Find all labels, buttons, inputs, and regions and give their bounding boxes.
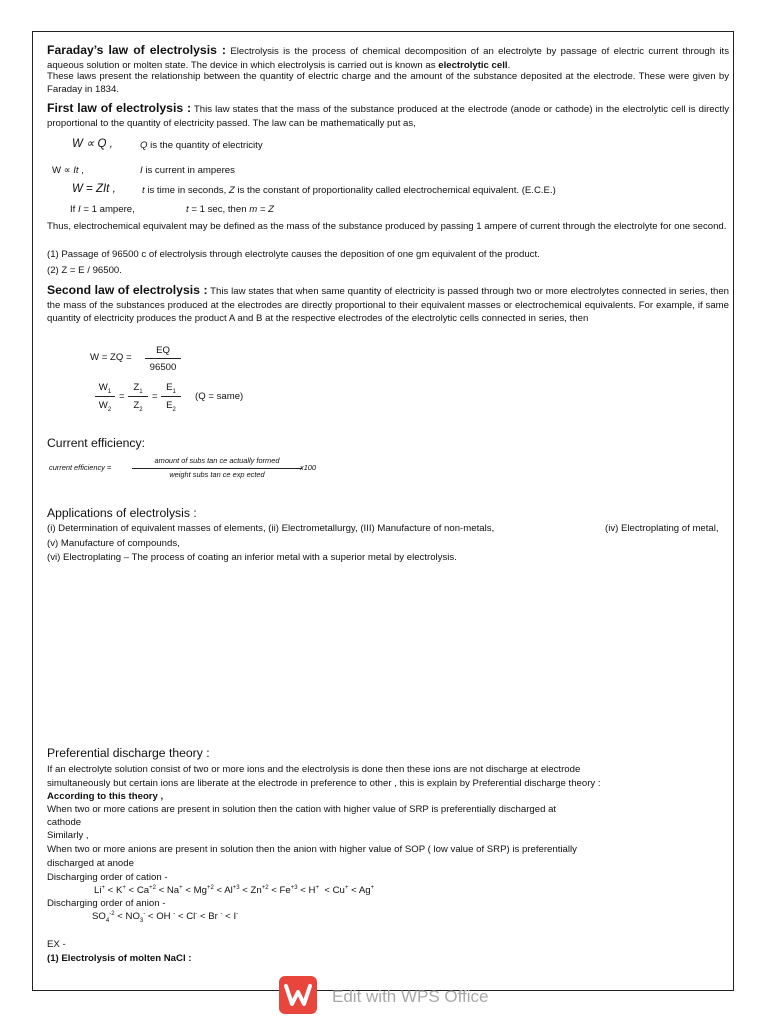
- ratio-w2-sym: W: [98, 400, 108, 411]
- ion-li: Li: [94, 885, 102, 897]
- ion-charge: +: [179, 885, 183, 891]
- lt: <: [199, 911, 206, 923]
- second-law-title: Second law of electrolysis :: [47, 283, 208, 297]
- ion-k: K: [115, 885, 123, 897]
- lt: <: [300, 885, 306, 897]
- pref-line-1: If an electrolyte solution consist of two or more ions and the electrolysis is done then these ions are not discharge at electrode: [47, 764, 581, 775]
- cond-current-a: If: [70, 204, 78, 215]
- ratio-e2-sub: 2: [172, 406, 176, 413]
- ion-charge: +: [101, 885, 105, 891]
- applications-line-1: (i) Determination of equivalent masses of elements, (ii) Electrometallurgy, (III) Manufacture of non-metals,: [47, 523, 495, 534]
- ion-charge: +: [370, 885, 375, 891]
- ratio-z-bar: [128, 396, 148, 397]
- cond-current: [70, 203, 135, 216]
- applications-title: Applications of electrolysis :: [47, 506, 197, 520]
- pref-line-8: discharged at anode: [47, 858, 134, 869]
- ion-na: Na: [166, 885, 180, 897]
- eq2-lhs-var: It: [73, 165, 79, 176]
- eq3-desc-2: is the constant of proportionality called electrochemical equivalent. (E.C.E.): [234, 185, 556, 196]
- ratio-w2-sub: 2: [107, 406, 112, 413]
- eq1-lhs: W ∝ Q ,: [72, 138, 113, 150]
- ion-charge: +3: [290, 885, 298, 891]
- lt: <: [324, 885, 330, 897]
- electrolytic-cell-term: electrolytic cell: [438, 59, 508, 71]
- lt: <: [351, 885, 357, 897]
- pref-line-2: simultaneously but certain ions are liberate at the electrode in preference to other , this is explain by Preferential discharge theory :: [47, 778, 601, 789]
- cond-current-b: = 1 ampere,: [80, 204, 135, 215]
- ion-cu: Cu: [332, 885, 345, 897]
- ion-charge: +: [344, 885, 349, 891]
- applications-line-2: (v) Manufacture of compounds,: [47, 538, 180, 549]
- ion-subscript: 3: [139, 918, 144, 925]
- ratio-z2: [128, 399, 148, 414]
- applications-line-1-right: (iv) Electroplating of metal,: [605, 523, 719, 534]
- ratio-z2-sym: Z: [133, 400, 140, 411]
- wps-logo-icon: [279, 976, 317, 1014]
- pref-line-11: EX -: [47, 939, 66, 950]
- ratio-z1: [128, 381, 148, 396]
- current-efficiency-title: Current efficiency:: [47, 436, 145, 450]
- ion-ca: Ca: [136, 885, 150, 897]
- pref-line-12: (1) Electrolysis of molten NaCl :: [47, 953, 192, 964]
- ion-charge: -: [236, 911, 239, 917]
- applications-line-3: (vi) Electroplating – The process of coating an inferior metal with a superior metal by electrolysis.: [47, 552, 457, 563]
- formula1-denominator: 96500: [149, 362, 177, 373]
- faraday-title: Faraday’s law of electrolysis :: [47, 43, 226, 57]
- first-law-text: This law states that the mass of the substance produced at the electrode (anode or cathode) in the electrolytic cell is directly proportional to the quantity of electricity passed. The law can be mathematically put as,: [47, 104, 729, 129]
- ion-no: NO: [125, 911, 140, 923]
- pref-line-7: When two or more anions are present in solution then the anion with higher value of SOP ( low value of SRP) is preferentially: [47, 844, 577, 855]
- ion-i: I: [233, 911, 237, 923]
- ratio-w1-sub: 1: [107, 388, 112, 395]
- efficiency-denominator: weight subs tan ce exp ected: [169, 470, 265, 479]
- eq2-lhs-w: W ∝: [52, 165, 74, 176]
- ratio-note: (Q = same): [195, 391, 244, 402]
- ece-definition: Thus, electrochemical equivalent may be defined as the mass of the substance produced by passing 1 ampere of current through the electrolyte for one second.: [47, 221, 727, 232]
- ratio-w1: [95, 381, 115, 396]
- ratio-eq-1: =: [119, 391, 125, 402]
- ratio-e2-sym: E: [166, 400, 173, 411]
- lt: <: [242, 885, 248, 897]
- ratio-e1-sub: 1: [172, 388, 176, 395]
- eq2-desc: [140, 164, 235, 177]
- efficiency-lhs: current efficiency =: [49, 463, 112, 472]
- eq1-desc-var: Q: [140, 140, 148, 151]
- faraday-intro: [47, 42, 729, 72]
- ion-al: Al: [224, 885, 233, 897]
- cond-time: [186, 203, 274, 216]
- ratio-w-bar: [95, 396, 115, 397]
- ion-charge: -: [143, 911, 146, 917]
- note-2: (2) Z = E / 96500.: [47, 265, 122, 276]
- ratio-z1-sym: Z: [133, 382, 140, 393]
- efficiency-numerator: amount of subs tan ce actually formed: [154, 456, 280, 465]
- eq3-desc-t: t: [142, 185, 145, 196]
- eq2-desc-var: I: [140, 165, 143, 176]
- lt: <: [271, 885, 277, 897]
- lt: <: [158, 885, 165, 897]
- ion-subscript: 4: [105, 918, 110, 925]
- ratio-w2: [95, 399, 115, 414]
- ion-charge: +: [315, 885, 319, 891]
- ratio-e2: [161, 399, 181, 414]
- pref-line-5: cathode: [47, 817, 82, 828]
- ion-so: SO: [92, 911, 106, 923]
- eq2-lhs-comma: ,: [78, 165, 84, 176]
- ion-charge: +: [122, 885, 126, 891]
- lt: <: [225, 911, 231, 923]
- ratio-e1-sym: E: [166, 382, 173, 393]
- lt: <: [107, 885, 114, 897]
- lt: <: [185, 885, 191, 897]
- pref-line-6: Similarly ,: [47, 830, 89, 841]
- formula1-fraction-bar: [145, 358, 181, 359]
- eq1-desc-text: is the quantity of electricity: [147, 140, 263, 151]
- ion-charge: -: [195, 911, 198, 917]
- faraday-intro-2: These laws present the relationship between the quantity of electric charge and the amount of the substance deposited at the electrode. These were given by Faraday in 1834.: [47, 71, 729, 96]
- cond-result: m = Z: [249, 204, 275, 215]
- ion-charge: +2: [149, 885, 156, 891]
- ion-charge: +2: [261, 885, 269, 891]
- ratio-eq-2: =: [152, 391, 158, 402]
- ion-charge: +3: [232, 885, 240, 891]
- pref-line-4: When two or more cations are present in solution then the cation with higher value of SRP is preferentially discharged at: [47, 804, 557, 815]
- ion-ag: Ag: [358, 885, 371, 897]
- wps-watermark-text: Edit with WPS Office: [332, 987, 489, 1006]
- ion-charge: -: [173, 911, 176, 917]
- eq3-lhs: W = ZIt ,: [72, 183, 116, 195]
- note-1: (1) Passage of 96500 c of electrolysis through electrolyte causes the deposition of one gm equivalent of the product.: [47, 249, 540, 260]
- efficiency-multiplier: x100: [300, 463, 317, 472]
- cond-current-var: I: [78, 204, 81, 215]
- cation-order: [94, 884, 374, 897]
- ion-h: H: [308, 885, 316, 897]
- ion-oh: OH: [156, 911, 171, 923]
- ion-charge: +2: [206, 885, 214, 891]
- ion-cl: Cl: [186, 911, 196, 923]
- eq3-desc-z: Z: [228, 185, 235, 196]
- ion-br: Br: [208, 911, 218, 923]
- ion-charge: -: [220, 911, 223, 917]
- second-law-para: [47, 282, 729, 325]
- pref-line-3: According to this theory ,: [47, 791, 164, 802]
- pref-line-10: Discharging order of anion -: [47, 898, 166, 909]
- pref-line-9: Discharging order of cation -: [47, 872, 168, 883]
- cond-time-var: t: [186, 204, 189, 215]
- ratio-z2-sub: 2: [139, 406, 143, 413]
- ion-charge: -2: [109, 911, 115, 917]
- eq3-desc: [142, 184, 556, 197]
- ion-zn: Zn: [250, 885, 262, 897]
- eq2-desc-text: is current in amperes: [142, 165, 235, 176]
- ratio-e1: [161, 381, 181, 396]
- lt: <: [128, 885, 135, 897]
- lt: <: [117, 911, 123, 923]
- wps-logo-svg: [279, 976, 317, 1014]
- formula1-numerator: EQ: [156, 345, 170, 356]
- ion-fe: Fe: [279, 885, 291, 897]
- formula1-lhs: W = ZQ =: [90, 352, 132, 363]
- ion-mg: Mg: [193, 885, 207, 897]
- first-law-title: First law of electrolysis :: [47, 101, 191, 115]
- faraday-intro-end: .: [507, 59, 511, 71]
- ratio-w1-sym: W: [98, 382, 108, 393]
- lt: <: [147, 911, 154, 923]
- second-law-text: This law states that when same quantity of electricity is passed through two or more electrolytes connected in series, then the mass of the substances produced at the electrodes are directly proportional to their equivalent masses or electrochemical equivalents. For example, if same quantity of electricity produces the product A and B at the respective electrodes of the electrolytic cells connected in series, then: [47, 286, 729, 325]
- efficiency-fraction-bar: [132, 468, 302, 469]
- anion-order: [92, 910, 238, 925]
- first-law-para: [47, 100, 729, 130]
- ratio-e-bar: [161, 396, 181, 397]
- faraday-intro-text: Electrolysis is the process of chemical decomposition of an electrolyte by passage of electric current through its aqueous solution or molten state. The device in which electrolysis is carried out is known as: [47, 46, 730, 71]
- cond-time-text: = 1 sec, then: [188, 204, 250, 215]
- ratio-z1-sub: 1: [139, 388, 143, 395]
- preferential-title: Preferential discharge theory :: [47, 746, 210, 760]
- lt: <: [216, 885, 223, 897]
- eq2-lhs: [52, 164, 84, 177]
- lt: <: [177, 911, 184, 923]
- eq1-desc: [140, 139, 263, 152]
- eq3-desc-1: is time in seconds,: [144, 185, 229, 196]
